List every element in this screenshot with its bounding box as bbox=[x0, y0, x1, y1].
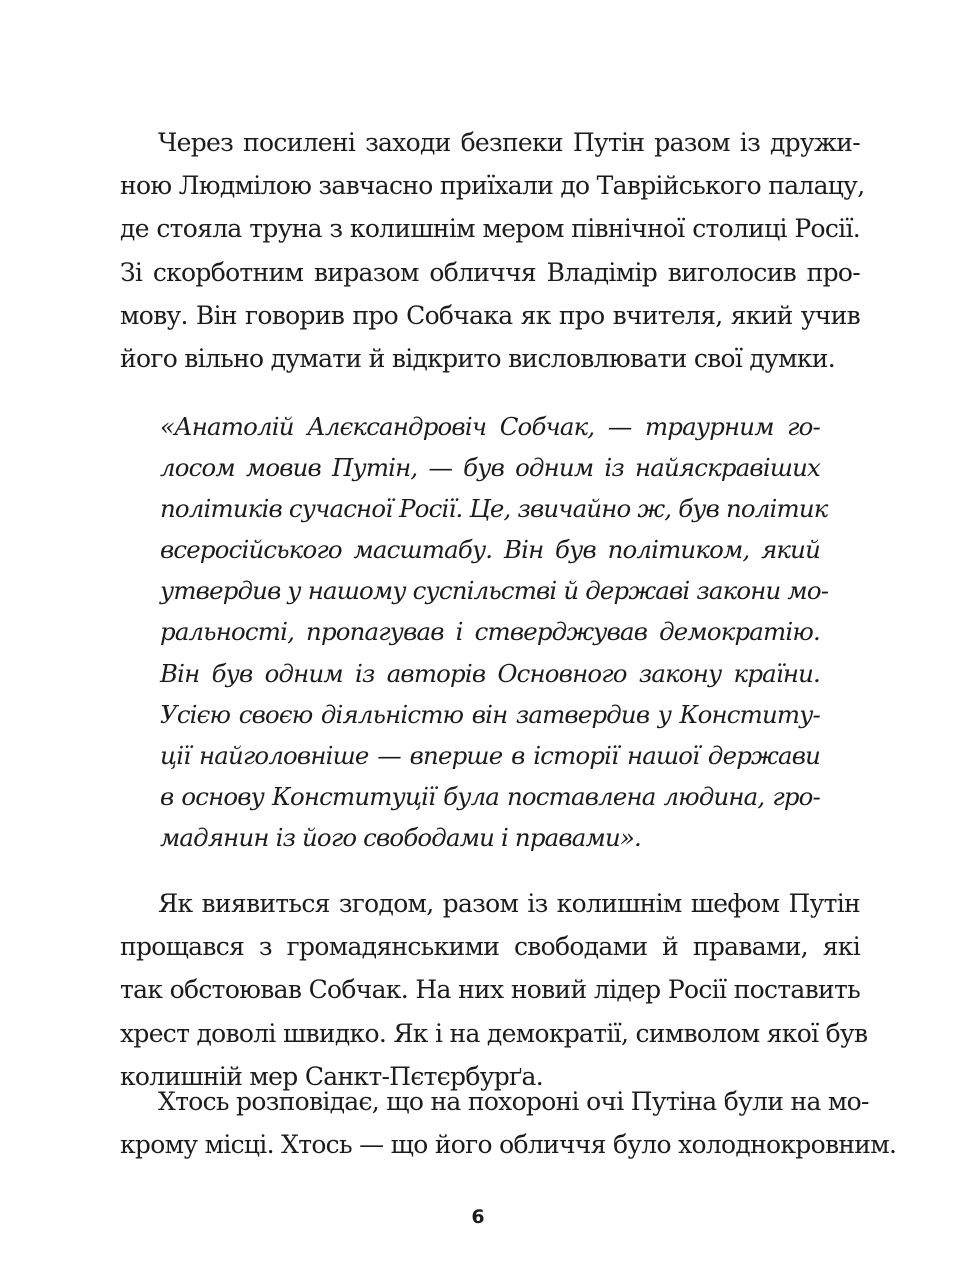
quote-line: лосом мовив Путін, — був одним із найяскравіших bbox=[160, 453, 820, 483]
text-line: Зі скорботним виразом обличчя Владімір виголосив про- bbox=[120, 257, 860, 287]
quote-line: в основу Конституції була поставлена людина, гро- bbox=[160, 781, 820, 811]
quote-line: утвердив у нашому суспільстві й державі закони мо- bbox=[160, 576, 829, 606]
quote-line: ції найголовніше — вперше в історії нашої держави bbox=[160, 740, 820, 770]
text-line: Як виявиться згодом, разом із колишнім шефом Путін bbox=[158, 889, 860, 918]
text-line: Хтось розповідає, що на похороні очі Путіна були на мо- bbox=[158, 1087, 869, 1116]
paragraph-3 bbox=[120, 1080, 897, 1166]
quote-block bbox=[160, 406, 829, 858]
quote-line: Він був одним із авторів Основного закону країни. bbox=[160, 658, 820, 688]
quote-line: ральності, пропагував і стверджував демократію. bbox=[160, 617, 820, 647]
page-number: 6 bbox=[471, 1206, 485, 1228]
text-line: колишній мер Санкт-Пєтєрбурґа. bbox=[120, 1061, 543, 1091]
quote-line: Усією своєю діяльністю він затвердив у Конститу- bbox=[160, 699, 820, 729]
quote-line: «Анатолій Алєксандровіч Собчак, — траурним го- bbox=[160, 412, 820, 441]
text-line: Через посилені заходи безпеки Путін разом із дружи- bbox=[158, 128, 860, 157]
text-line: крому місці. Хтось — що його обличчя було холоднокровним. bbox=[120, 1130, 897, 1160]
quote-line: всеросійського масштабу. Він був політиком, який bbox=[160, 535, 820, 565]
text-line: так обстоював Собчак. На них новий лідер Росії поставить bbox=[120, 975, 860, 1005]
text-line: мову. Він говорив про Собчака як про вчителя, який учив bbox=[120, 300, 860, 330]
text-line: де стояла труна з колишнім мером північної столиці Росії. bbox=[120, 214, 860, 244]
text-line: його вільно думати й відкрито висловлювати свої думки. bbox=[120, 344, 835, 374]
paragraph-2 bbox=[120, 882, 868, 1098]
paragraph-1 bbox=[120, 121, 865, 380]
quote-line: політиків сучасної Росії. Це, звичайно ж, був політик bbox=[160, 494, 828, 524]
quote-line: мадянин із його свободами і правами». bbox=[160, 822, 641, 852]
text-line: ною Людмілою завчасно приїхали до Таврійського палацу, bbox=[120, 171, 865, 201]
text-line: хрест доволі швидко. Як і на демократії, символом якої був bbox=[120, 1018, 868, 1048]
text-line: прощався з громадянськими свободами й правами, які bbox=[120, 932, 860, 962]
